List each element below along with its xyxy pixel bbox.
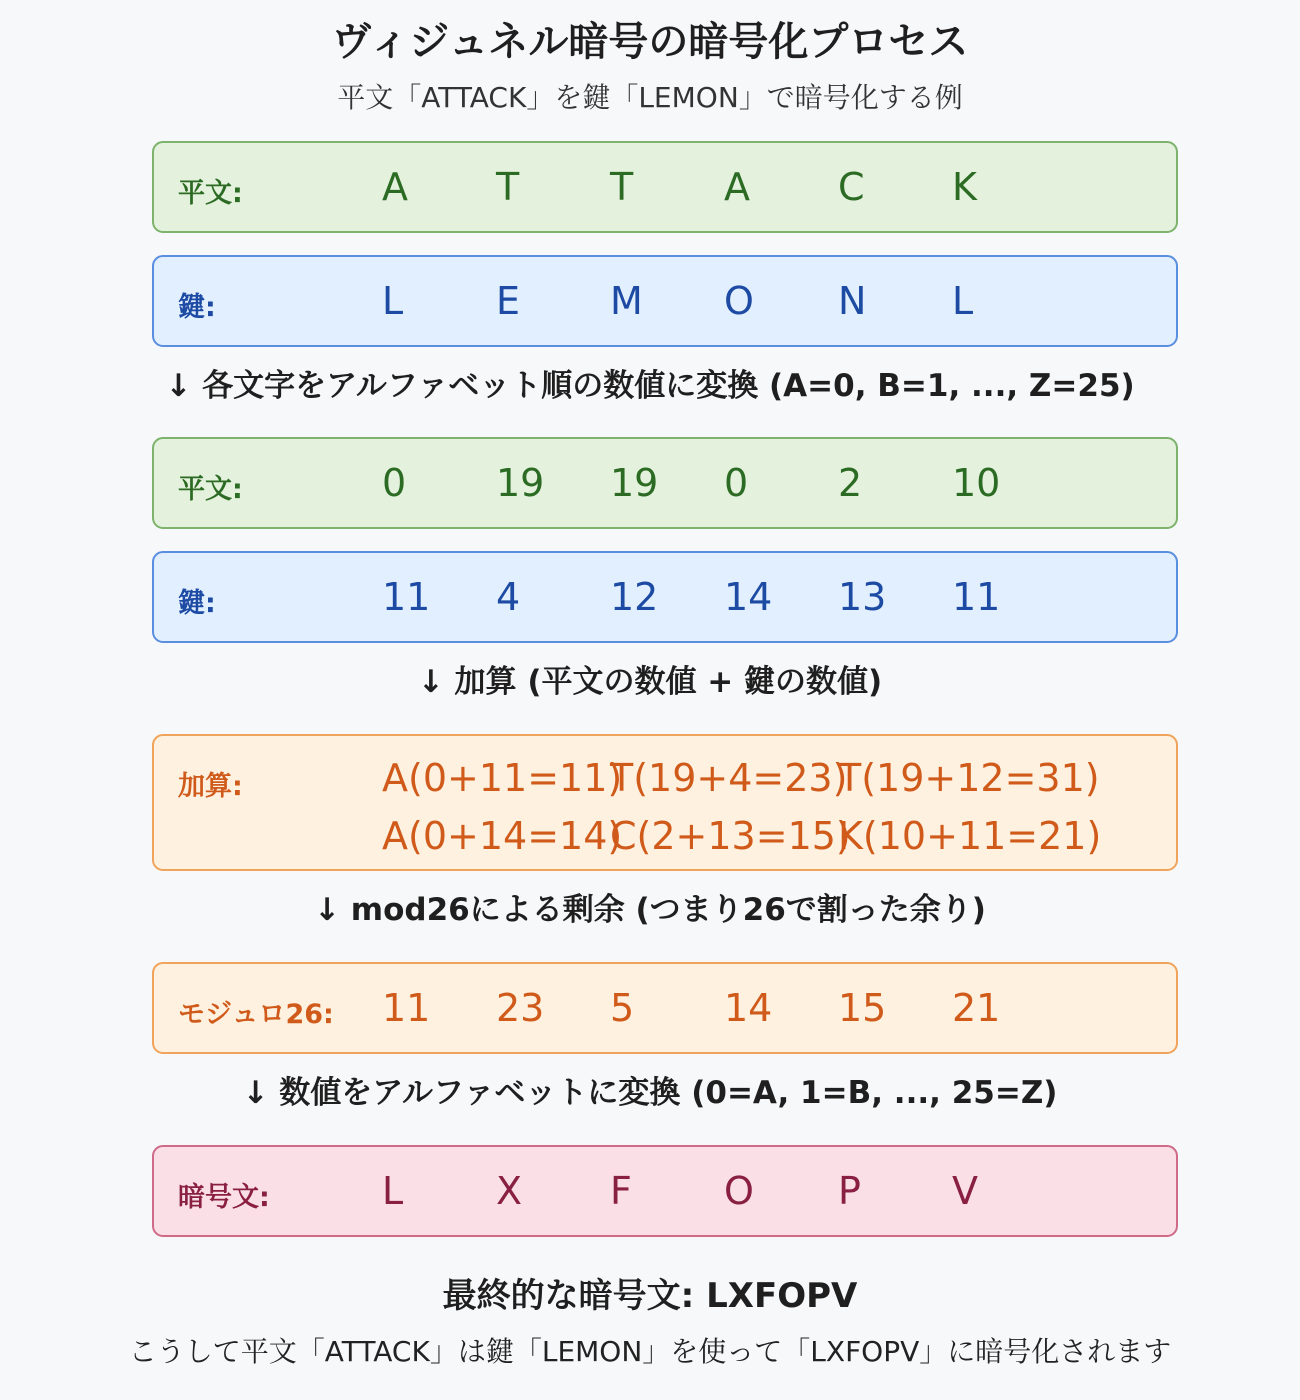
step-to-letters: ↓ 数値をアルファベットに変換 (0=A, 1=B, ..., 25=Z)	[242, 1075, 1058, 1111]
plaintext-label: 平文:	[178, 474, 243, 505]
ciphertext-letter: F	[610, 1169, 632, 1213]
addition-term: T(19+4=23)	[610, 756, 848, 800]
addition-term: A(0+14=14)	[382, 814, 623, 858]
key-number: 12	[610, 575, 659, 619]
plaintext-number: 0	[724, 461, 749, 505]
plaintext-label: 平文:	[178, 178, 243, 209]
plaintext-numbers-box	[152, 437, 1178, 529]
ciphertext-label: 暗号文:	[178, 1182, 270, 1213]
ciphertext-letter: X	[496, 1169, 523, 1213]
step-to-numbers: ↓ 各文字をアルファベット順の数値に変換 (A=0, B=1, ..., Z=25)	[165, 368, 1135, 404]
key-label: 鍵:	[178, 588, 216, 619]
addition-term: C(2+13=15)	[610, 814, 851, 858]
key-numbers-box	[152, 551, 1178, 643]
ciphertext-letter: P	[838, 1169, 861, 1213]
key-number: 4	[496, 575, 521, 619]
ciphertext-letter: O	[724, 1169, 754, 1213]
plaintext-letter: A	[724, 165, 750, 209]
plaintext-number: 0	[382, 461, 407, 505]
key-number: 14	[724, 575, 773, 619]
addition-box	[152, 734, 1178, 871]
modulo-value: 21	[952, 986, 1001, 1030]
page-title: ヴィジュネル暗号の暗号化プロセス	[331, 19, 969, 65]
key-letter: L	[952, 279, 974, 323]
addition-term: A(0+11=11)	[382, 756, 623, 800]
plaintext-number: 19	[496, 461, 545, 505]
modulo-label: モジュロ26:	[178, 999, 334, 1030]
key-letter: E	[496, 279, 521, 323]
plaintext-number: 2	[838, 461, 863, 505]
plaintext-letter: A	[382, 165, 408, 209]
ciphertext-letter: V	[952, 1169, 978, 1213]
key-number: 11	[952, 575, 1001, 619]
key-number: 11	[382, 575, 431, 619]
plaintext-letter: C	[838, 165, 865, 209]
key-letters-box	[152, 255, 1178, 347]
step-modulo: ↓ mod26による剰余 (つまり26で割った余り)	[314, 892, 986, 928]
addition-term: T(19+12=31)	[838, 756, 1100, 800]
plaintext-letter: T	[496, 165, 520, 209]
key-label: 鍵:	[178, 292, 216, 323]
addition-label: 加算:	[178, 771, 243, 802]
plaintext-number: 19	[610, 461, 659, 505]
ciphertext-letter: L	[382, 1169, 404, 1213]
key-letter: L	[382, 279, 404, 323]
page-subtitle: 平文「ATTACK」を鍵「LEMON」で暗号化する例	[337, 81, 963, 114]
step-addition: ↓ 加算 (平文の数値 + 鍵の数値)	[417, 664, 883, 700]
key-letter: N	[838, 279, 867, 323]
modulo-value: 5	[610, 986, 635, 1030]
addition-term: K(10+11=21)	[838, 814, 1102, 858]
key-number: 13	[838, 575, 887, 619]
plaintext-letter: K	[952, 165, 977, 209]
final-ciphertext: 最終的な暗号文: LXFOPV	[442, 1276, 858, 1316]
key-letter: O	[724, 279, 754, 323]
modulo-value: 14	[724, 986, 773, 1030]
ciphertext-box	[152, 1145, 1178, 1237]
plaintext-number: 10	[952, 461, 1001, 505]
conclusion-text: こうして平文「ATTACK」は鍵「LEMON」を使って「LXFOPV」に暗号化されます	[128, 1335, 1172, 1368]
plaintext-letter: T	[610, 165, 634, 209]
modulo-box	[152, 962, 1178, 1054]
plaintext-letters-box	[152, 141, 1178, 233]
key-letter: M	[610, 279, 643, 323]
modulo-value: 23	[496, 986, 545, 1030]
modulo-value: 15	[838, 986, 887, 1030]
modulo-value: 11	[382, 986, 431, 1030]
